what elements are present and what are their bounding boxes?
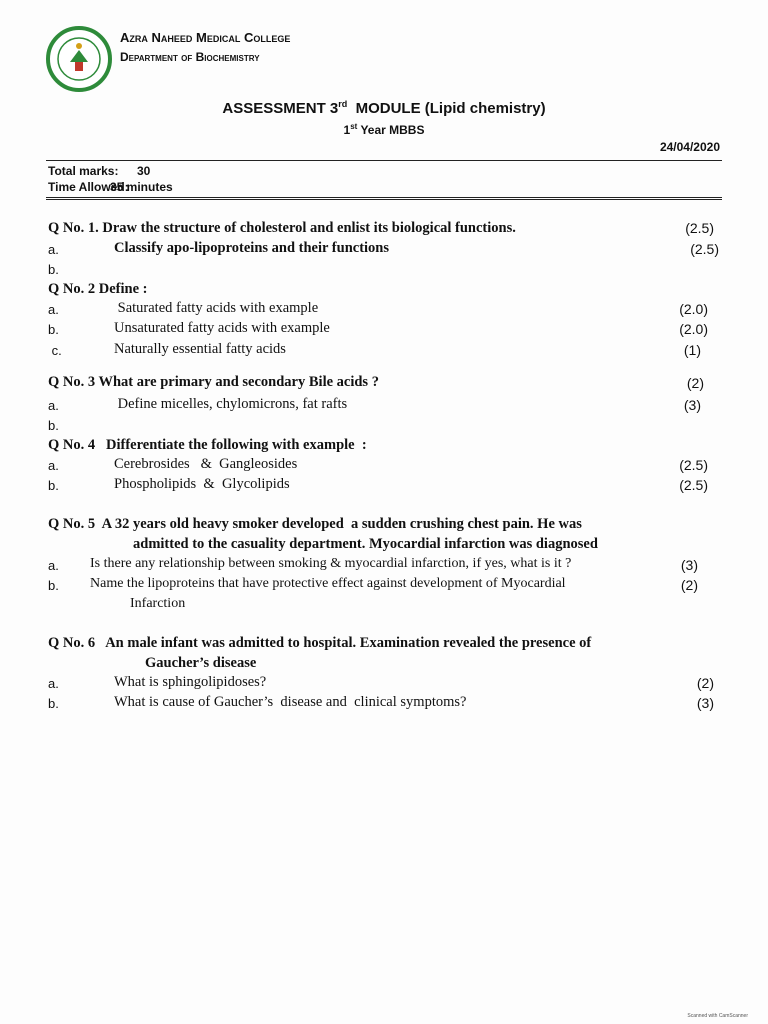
q6-a-mark: (2): [696, 675, 714, 691]
time-allowed-label: Time Allowed:: [48, 180, 129, 194]
total-marks-value: 30: [137, 164, 151, 178]
q2-a-label: a.: [48, 302, 59, 317]
q4-b-mark: (2.5): [679, 477, 708, 493]
q4-b-text: Phospholipids & Glycolipids: [114, 476, 290, 492]
q1-a-text: Classify apo-lipoproteins and their functions: [114, 240, 390, 256]
q1-heading: Q No. 1. Draw the structure of cholesterol and enlist its biological functions.: [48, 220, 516, 236]
q5-b-text-cont: Infarction: [130, 596, 186, 611]
q5-heading-cont: admitted to the casuality department. Myocardial infarction was diagnosed: [133, 536, 598, 552]
q5-b-label: b.: [48, 578, 59, 593]
q1-a-label: a.: [48, 242, 59, 257]
q6-b-mark: (3): [696, 695, 714, 711]
college-logo: [46, 26, 112, 92]
q4-a-text: Cerebrosides & Gangleosides: [114, 456, 298, 472]
q3-heading: Q No. 3 What are primary and secondary Bile acids ?: [48, 374, 379, 390]
q4-heading: Q No. 4 Differentiate the following with example :: [48, 437, 367, 453]
total-marks-label: Total marks:: [48, 164, 119, 178]
q6-heading-cont: Gaucher’s disease: [145, 655, 257, 671]
q5-b-text: Name the lipoproteins that have protective effect against development of Myocardial: [90, 576, 566, 591]
q6-heading: Q No. 6 An male infant was admitted to hospital. Examination revealed the presence of: [48, 635, 592, 651]
q3-a-mark: (3): [683, 397, 701, 413]
page-subtitle: 1st Year MBBS: [343, 122, 425, 137]
q5-a-label: a.: [48, 558, 59, 573]
q2-a-text: Saturated fatty acids with example: [114, 300, 319, 316]
q3-a-text: Define micelles, chylomicrons, fat rafts: [114, 396, 348, 412]
q5-a-mark: (3): [680, 557, 698, 573]
divider: [46, 160, 722, 161]
q2-b-mark: (2.0): [679, 321, 708, 337]
q4-b-label: b.: [48, 478, 59, 493]
q2-c-mark: (1): [683, 342, 701, 358]
q2-c-text: Naturally essential fatty acids: [114, 341, 286, 357]
q2-heading: Q No. 2 Define :: [48, 281, 148, 297]
divider: [46, 197, 722, 200]
q5-a-text: Is there any relationship between smoking & myocardial infarction, if yes, what is it ?: [90, 556, 572, 571]
college-name: Azra Naheed Medical College: [120, 30, 291, 45]
time-allowed-value: 35 minutes: [110, 180, 173, 194]
q6-a-text: What is sphingolipidoses?: [114, 674, 267, 690]
q6-b-label: b.: [48, 696, 59, 711]
q5-b-mark: (2): [680, 577, 698, 593]
q6-b-text: What is cause of Gaucher’s disease and clinical symptoms?: [114, 694, 467, 710]
q2-c-label: c.: [48, 343, 62, 358]
q1-a-mark: (2.5): [690, 241, 719, 257]
q1-mark: (2.5): [685, 220, 714, 236]
q2-b-label: b.: [48, 322, 59, 337]
q3-mark: (2): [686, 375, 704, 391]
q2-a-mark: (2.0): [679, 301, 708, 317]
scanner-watermark: Scanned with CamScanner: [687, 1013, 748, 1019]
q4-a-mark: (2.5): [679, 457, 708, 473]
department-name: Department of Biochemistry: [120, 50, 260, 64]
exam-date: 24/04/2020: [659, 140, 720, 154]
q4-a-label: a.: [48, 458, 59, 473]
q1-b-label: b.: [48, 262, 59, 277]
q6-a-label: a.: [48, 676, 59, 691]
q2-b-text: Unsaturated fatty acids with example: [114, 320, 330, 336]
q3-b-label: b.: [48, 418, 59, 433]
q3-a-label: a.: [48, 398, 59, 413]
page-title: ASSESSMENT 3rd MODULE (Lipid chemistry): [222, 99, 546, 117]
q5-heading: Q No. 5 A 32 years old heavy smoker developed a sudden crushing chest pain. He was: [48, 516, 582, 532]
